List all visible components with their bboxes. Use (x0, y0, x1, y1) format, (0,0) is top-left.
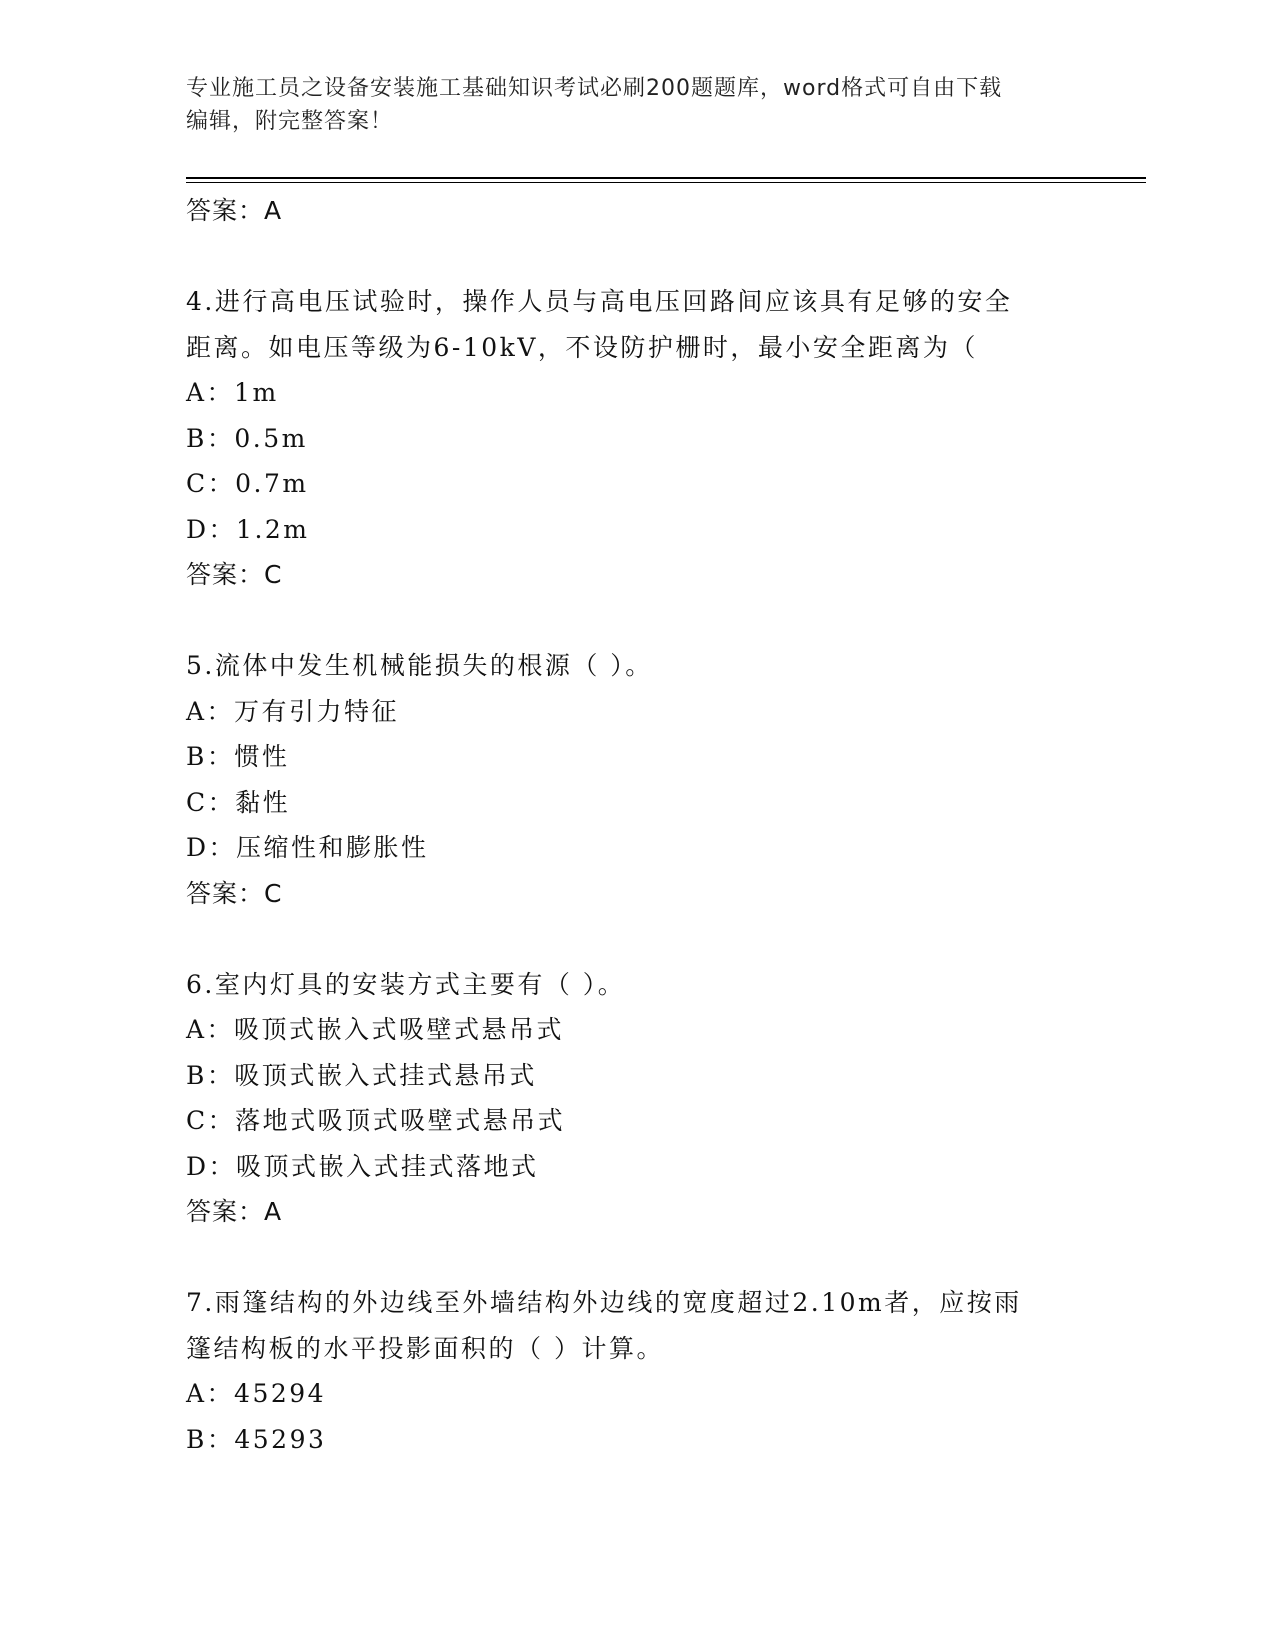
question-4-stem-line-1: 4.进行高电压试验时，操作人员与高电压回路间应该具有足够的安全 (186, 287, 1013, 316)
question-6-option-d: D：吸顶式嵌入式挂式落地式 (186, 1151, 539, 1181)
header-line-1: 专业施工员之设备安装施工基础知识考试必刷200题题库，word格式可自由下载 (186, 76, 1003, 101)
question-4-option-c: C：0.7m (186, 469, 309, 498)
question-7-stem-line-1: 7.雨篷结构的外边线至外墙结构外边线的宽度超过2.10m者，应按雨 (186, 1288, 1022, 1317)
question-7-stem-line-2: 篷结构板的水平投影面积的（ ）计算。 (186, 1333, 664, 1363)
header-divider-thin (186, 182, 1146, 183)
question-list (186, 188, 1086, 1462)
question-6 (186, 962, 1086, 1235)
answer-q3: 答案：A (186, 196, 283, 225)
question-6-answer: 答案：A (186, 1197, 283, 1226)
question-5-option-c: C：黏性 (186, 787, 291, 817)
header-divider-thick (186, 177, 1146, 179)
question-5-option-a: A：万有引力特征 (186, 696, 400, 726)
question-4 (186, 279, 1086, 598)
question-4-option-a: A：1m (186, 378, 279, 407)
question-4-option-d: D：1.2m (186, 514, 310, 544)
question-7 (186, 1280, 1086, 1462)
question-6-option-c: C：落地式吸顶式吸壁式悬吊式 (186, 1106, 566, 1135)
question-6-option-b: B：吸顶式嵌入式挂式悬吊式 (186, 1060, 537, 1090)
header-line-2: 编辑，附完整答案！ (186, 109, 394, 134)
question-5-option-b: B：惯性 (186, 742, 290, 771)
question-5-answer: 答案：C (186, 878, 283, 908)
question-5-option-d: D：压缩性和膨胀性 (186, 833, 429, 862)
question-4-answer: 答案：C (186, 560, 283, 589)
question-4-option-b: B：0.5m (186, 423, 308, 453)
question-5-stem: 5.流体中发生机械能损失的根源（ ）。 (186, 651, 653, 680)
question-5 (186, 643, 1086, 916)
question-7-option-b: B：45293 (186, 1424, 327, 1454)
question-6-option-a: A：吸顶式嵌入式吸壁式悬吊式 (186, 1015, 565, 1044)
document-header (186, 72, 1086, 138)
question-4-stem-line-2: 距离。如电压等级为6-10kV，不设防护栅时，最小安全距离为（ (186, 332, 978, 362)
question-7-option-a: A：45294 (186, 1379, 327, 1408)
question-6-stem: 6.室内灯具的安装方式主要有（ ）。 (186, 969, 626, 999)
